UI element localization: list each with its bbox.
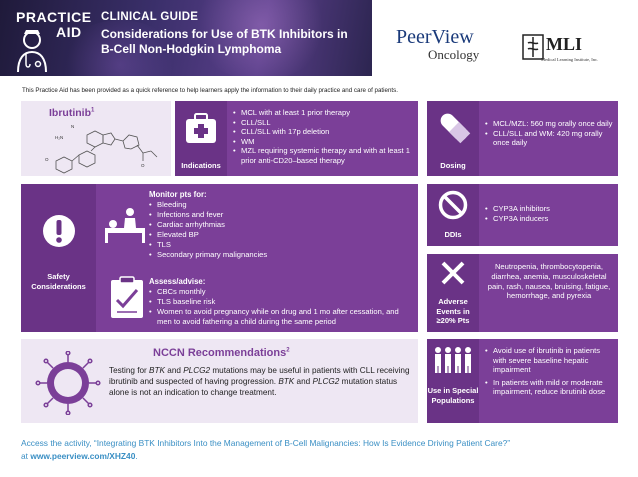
safety-icon-block <box>21 184 96 332</box>
cell-receptor-icon <box>35 351 101 415</box>
nccn-title: NCCN Recommendations$^2$ <box>153 347 290 359</box>
list-item: • CLL/SLL <box>233 118 413 128</box>
doctor-icon <box>8 24 56 74</box>
activity-link[interactable]: www.peerview.com/XHZ40 <box>30 451 136 461</box>
svg-text:O: O <box>141 163 145 168</box>
header <box>0 0 638 80</box>
ddis-label: DDIs <box>444 230 462 239</box>
list-item: • CBCs monthly <box>149 287 411 297</box>
oncology-label: Oncology <box>428 47 480 62</box>
list-item: • Avoid use of ibrutinib in patients with severe baseline hepatic impairment <box>485 346 615 375</box>
monitor-list <box>149 200 409 259</box>
mli-subtitle: Medical Learning Institute, Inc. <box>541 57 599 62</box>
assess-list <box>149 287 411 327</box>
list-item: • Cardiac arrhythmias <box>149 220 409 230</box>
list-item: • CLL/SLL and WM: 420 mg orally once daily <box>485 129 613 148</box>
indications-panel <box>175 101 418 176</box>
adverse-events-panel <box>427 254 618 332</box>
indications-icon-block <box>175 101 227 176</box>
practice-aid-label: PRACTICE AID <box>16 9 92 40</box>
clipboard-icon <box>109 276 145 320</box>
intro-text: This Practice Aid has been provided as a quick reference to help learners apply the information to their daily practice and care of patients. <box>22 87 398 94</box>
list-item: • Infections and fever <box>149 210 409 220</box>
indications-label: Indications <box>181 161 221 170</box>
svg-text:N: N <box>71 124 75 129</box>
special-icon-block <box>427 339 479 423</box>
list-item: • CLL/SLL with 17p deletion <box>233 127 413 137</box>
list-item: • TLS baseline risk <box>149 297 411 307</box>
molecule-structure-icon <box>31 121 166 175</box>
svg-text:O: O <box>45 157 49 162</box>
drug-name: Ibrutinib$^1$ <box>49 107 95 119</box>
peerview-logo: PeerView <box>396 26 474 48</box>
adverse-text: Neutropenia, thrombocytopenia, diarrhea, anemia, musculoskeletal pain, rash, nausea, bruising, fatigue, hemorrhage, and pyrexia <box>487 262 611 301</box>
list-item: • MCL with at least 1 prior therapy <box>233 108 413 118</box>
list-item: • Women to avoid pregnancy while on drug and 1 mo after cessation, and men to avoid fathering a child during the same period <box>149 307 411 327</box>
warning-icon <box>42 214 76 248</box>
special-populations-panel <box>427 339 618 423</box>
list-item: • In patients with mild or moderate impairment, reduce ibrutinib dose <box>485 378 615 397</box>
first-aid-kit-icon <box>184 111 218 145</box>
special-label: Use in Special Populations <box>427 386 479 405</box>
footer-link-line: at www.peerview.com/XHZ40. <box>21 451 138 461</box>
dosing-label: Dosing <box>440 161 466 170</box>
mli-logo-text: MLI <box>546 34 582 54</box>
patient-bed-icon <box>103 206 149 246</box>
nccn-panel <box>21 339 418 423</box>
x-mark-icon <box>439 259 467 287</box>
monitor-title: Monitor pts for: <box>149 190 207 199</box>
dosing-list <box>485 119 613 148</box>
nccn-text: Testing for BTK and PLCG2 mutations may be useful in patients with CLL receiving ibrutinib and suspected of having progression. BTK and PLCG2 mutation status alone is not an indication to change treatment. <box>109 366 410 397</box>
ddis-panel <box>427 184 618 246</box>
list-item: • MZL requiring systemic therapy and with at least 1 prior anti-CD20–based therapy <box>233 146 413 165</box>
list-item: • TLS <box>149 240 409 250</box>
svg-text:H₂N: H₂N <box>55 135 64 140</box>
assess-title: Assess/advise: <box>149 277 206 286</box>
ddis-list <box>485 204 613 224</box>
ddis-icon-block <box>427 184 479 246</box>
footer-access-text: Access the activity, “Integrating BTK Inhibitors Into the Management of B-Cell Malignancies: How Is Evidence Driving Patient Care?” <box>21 438 511 448</box>
indications-list <box>233 108 413 166</box>
list-item: • Secondary primary malignancies <box>149 250 409 260</box>
list-item: • CYP3A inducers <box>485 214 613 224</box>
adverse-icon-block <box>427 254 479 332</box>
dosing-icon-block <box>427 101 479 176</box>
special-list <box>485 346 615 397</box>
people-group-icon <box>433 344 473 374</box>
pill-icon <box>437 107 471 147</box>
list-item: • Bleeding <box>149 200 409 210</box>
list-item: • MCL/MZL: 560 mg orally once daily <box>485 119 613 129</box>
page-title: Considerations for Use of BTK Inhibitors in B-Cell Non-Hodgkin Lymphoma <box>101 27 348 56</box>
list-item: • Elevated BP <box>149 230 409 240</box>
list-item: • WM <box>233 137 413 147</box>
list-item: • CYP3A inhibitors <box>485 204 613 214</box>
clinical-guide-label: CLINICAL GUIDE <box>101 11 199 23</box>
dosing-panel <box>427 101 618 176</box>
drug-structure-panel <box>21 101 171 176</box>
header-banner <box>0 0 372 76</box>
safety-panel <box>21 184 418 332</box>
adverse-label: Adverse Events in ≥20% Pts <box>436 297 470 325</box>
safety-label: Safety Considerations <box>31 272 86 291</box>
prohibited-icon <box>438 190 468 220</box>
